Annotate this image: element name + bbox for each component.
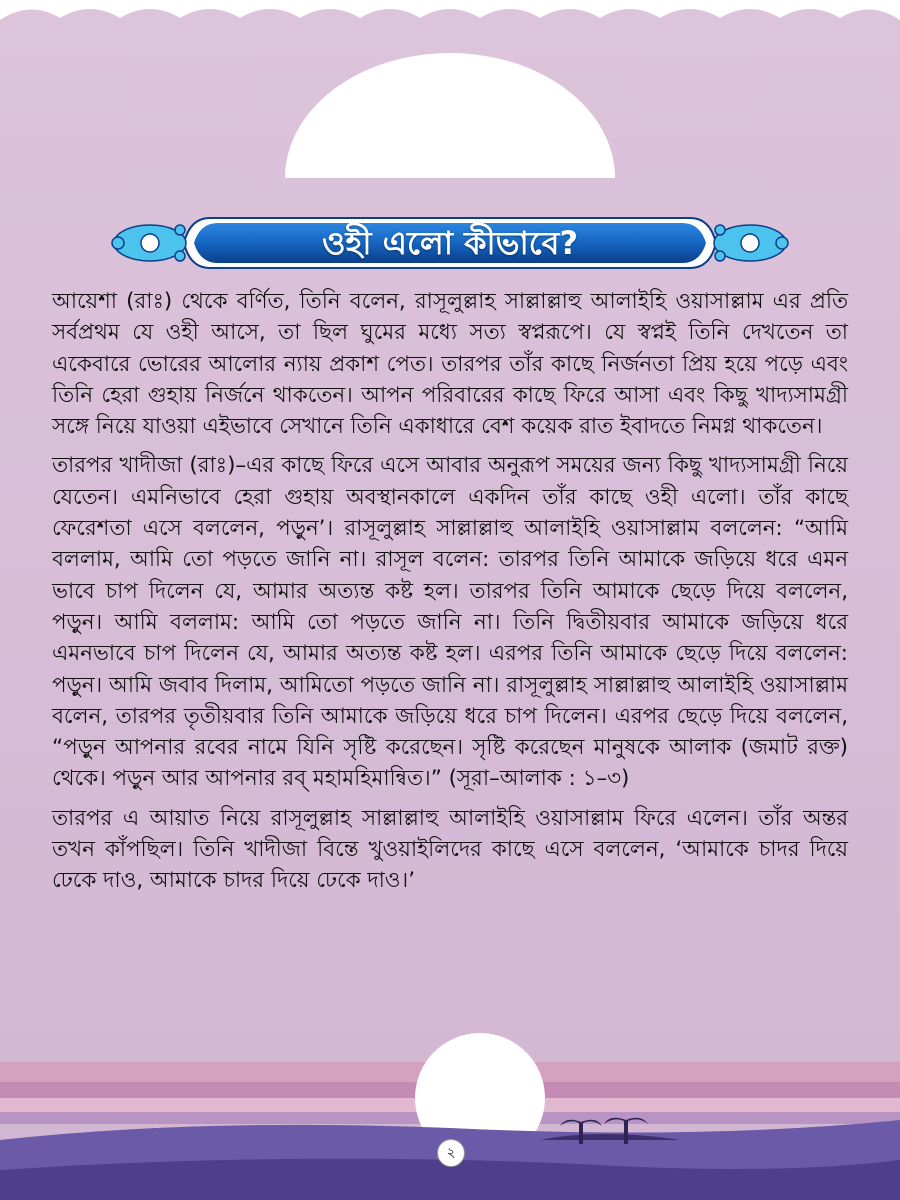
left-ornament [112,225,186,261]
page-number: ২ [437,1139,465,1167]
right-ornament [714,225,788,261]
page-title: ওহী এলো কীভাবে? [321,224,579,262]
paragraph: তারপর এ আয়াত নিয়ে রাসূলুল্লাহ সাল্লাল্লাহু আলাইহি ওয়াসাল্লাম ফিরে এলেন। তাঁর অন্তর তখন কাঁপছিল। তিনি খাদীজা বিন্তে খুওয়াইলিদের কাছে এসে বললেন, ‘আমাকে চাদর দিয়ে ঢেকে দাও, আমাকে চাদর দিয়ে ঢেকে দাও।’ [52,805,848,894]
story-body [52,286,848,905]
paragraph: তারপর খাদীজা (রাঃ)–এর কাছে ফিরে এসে আবার অনুরূপ সময়ের জন্য কিছু খাদ্যসামগ্রী নিয়ে যেতেন। এমনিভাবে হেরা গুহায় অবস্থানকালে একদিন তাঁর কাছে ওহী এলো। তাঁর কাছে ফেরেশতা এসে বললেন, পড়ুন’। রাসূলুল্লাহ সাল্লাল্লাহু আলাইহি ওয়াসাল্লাম বললেন: “আমি বললাম, আমি তো পড়তে জানি না। রাসূল বলেন: তারপর তিনি আমাকে জড়িয়ে ধরে এমন ভাবে চাপ দিলেন যে, আমার অত্যন্ত কষ্ট হল। তারপর তিনি আমাকে ছেড়ে দিয়ে বললেন, পড়ুন। আমি বললাম: আমি তো পড়তে জানি না। তিনি দ্বিতীয়বার আমাকে জড়িয়ে ধরে এমনভাবে চাপ দিলেন যে, আমার অত্যন্ত কষ্ট হল। এরপর তিনি আমাকে ছেড়ে দিয়ে বললেন: পড়ুন। আমি জবাব দিলাম, আমিতো পড়তে জানি না। রাসূলুল্লাহ সাল্লাল্লাহু আলাইহি ওয়াসাল্লাম বলেন, তারপর তৃতীয়বার তিনি আমাকে জড়িয়ে ধরে চাপ দিলেন। এরপর ছেড়ে দিয়ে বললেন, “পড়ুন আপনার রবের নামে যিনি সৃষ্টি করেছেন। সৃষ্টি করেছেন মানুষকে আলাক (জমাট রক্ত) থেকে। পড়ুন আর আপনার রব্ মহামহিমান্বিত।” (সূরা–আলাক : ১–৩) [52,453,848,792]
paragraph: আয়েশা (রাঃ) থেকে বর্ণিত, তিনি বলেন, রাসূলুল্লাহ সাল্লাল্লাহু আলাইহি ওয়াসাল্লাম এর প্রতি সর্বপ্রথম যে ওহী আসে, তা ছিল ঘুমের মধ্যে সত্য স্বপ্নরূপে। যে স্বপ্নই তিনি দেখতেন তা একেবারে ভোরের আলোর ন্যায় প্রকাশ পেত। তারপর তাঁর কাছে নির্জনতা প্রিয় হয়ে পড়ে এবং তিনি হেরা গুহায় নির্জনে থাকতেন। আপন পরিবারের কাছে ফিরে আসা এবং কিছু খাদ্যসামগ্রী সঙ্গে নিয়ে যাওয়া এইভাবে সেখানে তিনি একাধারে বেশ কয়েক রাত ইবাদতে নিমগ্ন থাকতেন। [52,289,848,440]
